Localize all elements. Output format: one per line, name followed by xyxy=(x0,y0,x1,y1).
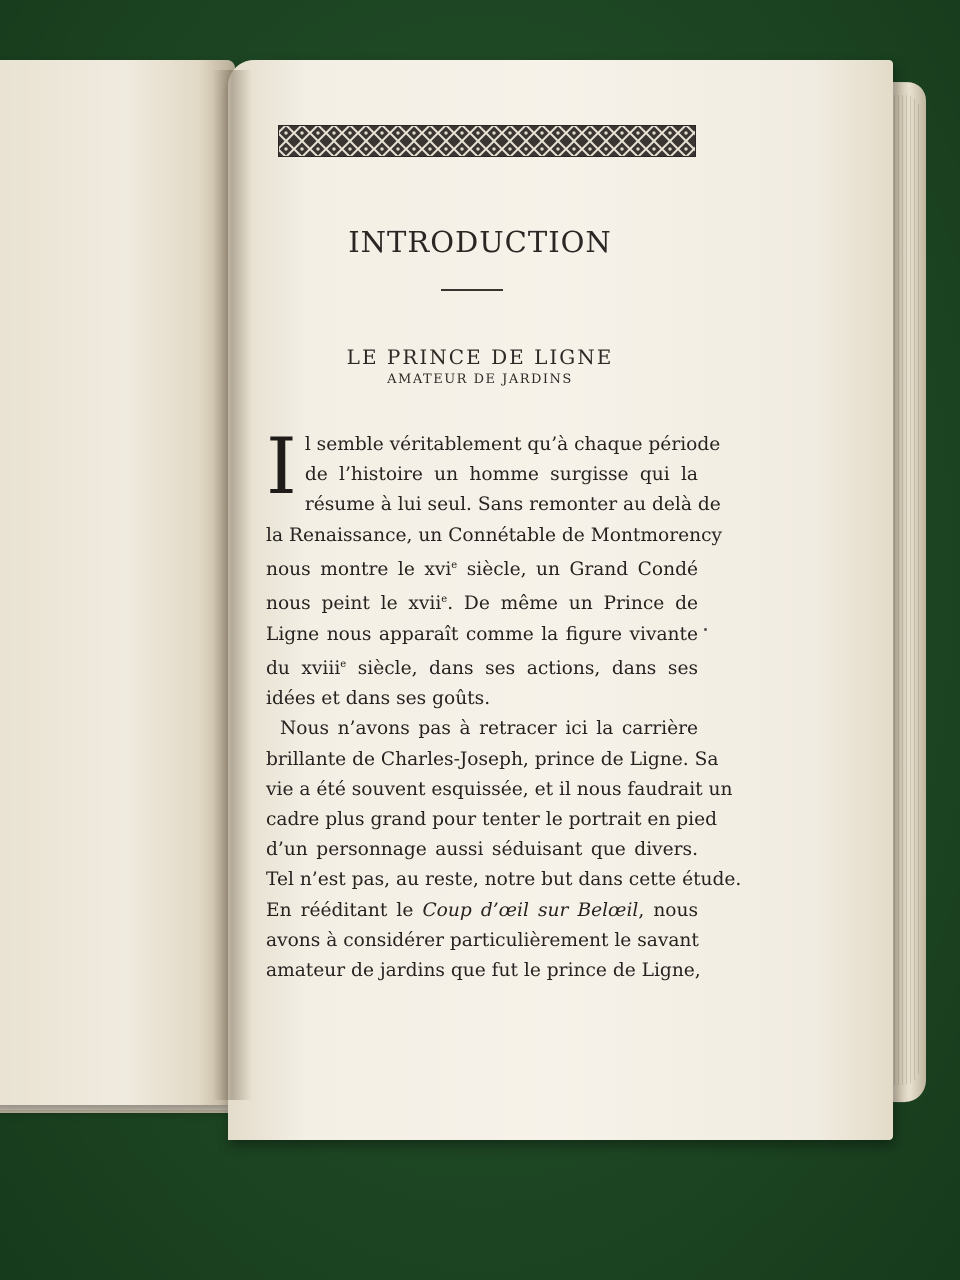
text-line: la Renaissance, un Connétable de Montmorency xyxy=(266,524,723,546)
text-line: de l’histoire un homme surgisse qui la xyxy=(304,464,698,486)
text-line: avons à considérer particulièrement le savant xyxy=(266,929,699,951)
text-line: Ligne nous apparaît comme la figure vivante xyxy=(266,623,698,645)
drop-cap: I xyxy=(266,422,297,512)
section-subtitle: AMATEUR DE JARDINS xyxy=(387,372,573,387)
paragraph-1 xyxy=(266,422,723,714)
text-line: vie a été souvent esquissée, et il nous faudrait un xyxy=(266,778,733,800)
text-line: Tel n’est pas, au reste, notre but dans cette étude. xyxy=(266,869,742,891)
book-gutter xyxy=(212,70,252,1100)
text-line: amateur de jardins que fut le prince de Ligne, xyxy=(266,960,701,982)
text-line: nous peint le xvii$^e$. De même un Prince de xyxy=(266,593,698,615)
text-line: l semble véritablement qu’à chaque période xyxy=(304,434,721,455)
title-rule xyxy=(441,289,503,291)
text-line: brillante de Charles-Joseph, prince de Ligne. Sa xyxy=(266,748,719,770)
text-line: nous montre le xvi$^e$ siècle, un Grand Condé xyxy=(266,559,698,580)
text-line: idées et dans ses goûts. xyxy=(266,688,491,710)
header-ornament xyxy=(278,125,696,157)
paragraph-2 xyxy=(266,714,742,986)
text-line: d’un personnage aussi séduisant que divers. xyxy=(266,839,698,861)
text-line: cadre plus grand pour tenter le portrait en pied xyxy=(266,809,718,830)
text-line: En rééditant le Coup d’œil sur Belœil, nous xyxy=(266,899,699,921)
section-title: LE PRINCE DE LIGNE xyxy=(346,345,614,369)
page-title: INTRODUCTION xyxy=(348,225,612,259)
text-line: du xviii$^e$ siècle, dans ses actions, dans ses xyxy=(266,657,698,679)
italic-title: Coup d’œil sur Belœil xyxy=(422,899,639,921)
body-text xyxy=(266,422,742,986)
text-line: résume à lui seul. Sans remonter au delà de xyxy=(304,494,721,516)
left-page xyxy=(0,60,235,1105)
text-line: Nous n’avons pas à retracer ici la carrière xyxy=(280,718,698,740)
margin-mark xyxy=(704,628,707,631)
